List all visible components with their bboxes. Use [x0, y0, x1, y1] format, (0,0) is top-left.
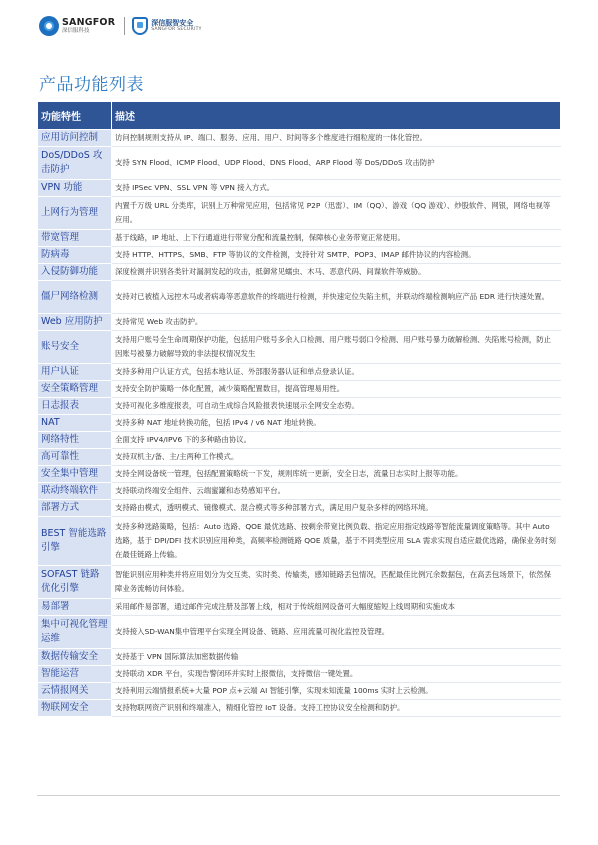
brand-name-en: SANGFOR: [62, 17, 116, 28]
feature-name: VPN 功能: [38, 180, 112, 197]
shield-icon: [132, 17, 148, 35]
table-row: [38, 180, 561, 197]
feature-description: 支持对已被植入远控木马或者病毒等恶意软件的终端进行检测，并快速定位失陷主机，并联动终端检测响应产品 EDR 进行快速处置。: [112, 281, 561, 314]
feature-name: 网络特性: [38, 432, 112, 449]
feature-name: 云情报网关: [38, 683, 112, 700]
table-row: [38, 500, 561, 517]
table-row: [38, 147, 561, 180]
feature-description: 支持接入SD-WAN集中管理平台实现全网设备、链路、应用流量可视化监控及管理。: [112, 616, 561, 649]
security-name-cn: 深信服智安全: [151, 18, 194, 27]
feature-name: 用户认证: [38, 364, 112, 381]
table-row: [38, 616, 561, 649]
logo-divider: [124, 17, 125, 35]
security-name-en: SANGFOR SECURITY: [151, 26, 202, 32]
table-row: [38, 331, 561, 364]
feature-table: [37, 101, 561, 717]
feature-name: DoS/DDoS 攻击防护: [38, 147, 112, 180]
feature-description: 支持安全防护策略一体化配置，减少策略配置数目，提高管理易用性。: [112, 381, 561, 398]
table-row: [38, 449, 561, 466]
feature-name: Web 应用防护: [38, 314, 112, 331]
feature-name: 账号安全: [38, 331, 112, 364]
feature-description: 支持联动终端安全组件、云端蜜罐和态势感知平台。: [112, 483, 561, 500]
feature-description: 支持利用云端情报系统+大量 POP 点+云端 AI 智能引擎，实现未知流量 100ms 实时上云检测。: [112, 683, 561, 700]
table-row: [38, 599, 561, 616]
feature-description: 支持常见 Web 攻击防护。: [112, 314, 561, 331]
feature-description: 访问控制规则支持从 IP、端口、服务、应用、用户、时间等多个维度进行细粒度的一体化管控。: [112, 130, 561, 147]
feature-description: 支持多种 NAT 地址转换功能，包括 IPv4 / v6 NAT 地址转换。: [112, 415, 561, 432]
table-row: [38, 432, 561, 449]
table-row: [38, 364, 561, 381]
feature-name: NAT: [38, 415, 112, 432]
feature-name: 日志报表: [38, 398, 112, 415]
table-row: [38, 247, 561, 264]
column-header-feature: 功能特性: [38, 102, 112, 130]
feature-description: 支持基于 VPN 国际算法加密数据传输: [112, 649, 561, 666]
table-row: [38, 517, 561, 566]
feature-description: 支持物联网资产识别和终端准入，精细化管控 IoT 设备。支持工控协议安全检测和防护。: [112, 700, 561, 717]
feature-description: 内置千万级 URL 分类库，识别上万种常见应用，包括常见 P2P（迅雷）、IM（QQ）、游戏（QQ 游戏）、炒股软件、网银，网络电视等应用。: [112, 197, 561, 230]
page-title: 产品功能列表: [39, 75, 144, 95]
table-row: [38, 130, 561, 147]
brand-name-cn: 深信服科技: [62, 27, 90, 34]
feature-name: 上网行为管理: [38, 197, 112, 230]
table-row: [38, 281, 561, 314]
feature-description: 深度检测并识别各类针对漏洞发起的攻击，抵御常见蠕虫、木马、恶意代码、间谍软件等威胁。: [112, 264, 561, 281]
table-row: [38, 666, 561, 683]
table-row: [38, 415, 561, 432]
table-row: [38, 649, 561, 666]
feature-name: 联动终端软件: [38, 483, 112, 500]
feature-name: BEST 智能选路引擎: [38, 517, 112, 566]
table-row: [38, 398, 561, 415]
feature-description: 全面支持 IPV4/IPV6 下的多种路由协议。: [112, 432, 561, 449]
table-row: [38, 314, 561, 331]
table-row: [38, 381, 561, 398]
feature-name: 带宽管理: [38, 230, 112, 247]
feature-description: 支持联动 XDR 平台，实现告警闭环并实时上报微信，支持微信一键处置。: [112, 666, 561, 683]
feature-name: 高可靠性: [38, 449, 112, 466]
feature-name: 部署方式: [38, 500, 112, 517]
table-row: [38, 700, 561, 717]
feature-name: 集中可视化管理运维: [38, 616, 112, 649]
feature-name: 数据传输安全: [38, 649, 112, 666]
feature-name: 安全策略管理: [38, 381, 112, 398]
feature-description: 支持路由模式，透明模式、镜像模式、混合模式等多种部署方式，满足用户复杂多样的网络环境。: [112, 500, 561, 517]
feature-description: 支持双机主/备、主/主两种工作模式。: [112, 449, 561, 466]
feature-description: 支持 IPSec VPN、SSL VPN 等 VPN 接入方式。: [112, 180, 561, 197]
header: [39, 15, 202, 37]
table-row: [38, 197, 561, 230]
table-row: [38, 264, 561, 281]
table-row: [38, 566, 561, 599]
column-header-description: 描述: [112, 102, 561, 130]
feature-description: 支持多种用户认证方式，包括本地认证、外部服务器认证和单点登录认证。: [112, 364, 561, 381]
feature-description: 支持多种选路策略，包括：Auto 选路、QOE 最优选路、按剩余带宽比例负载、指定应用指定线路等智能流量调度策略等。其中 Auto 选路，基于 DPI/DFI 技术识别应用种类，高频率检测链路 QOE 质量，基于不同类型应用 SLA 需求实现自适应最优选路，确保业务时刻在最佳链路上传输。: [112, 517, 561, 566]
feature-name: 易部署: [38, 599, 112, 616]
feature-name: 安全集中管理: [38, 466, 112, 483]
feature-description: 智能识别应用种类并将应用划分为交互类、实时类、传输类，感知链路丢包情况，匹配最佳比例冗余数据包，在高丢包场景下，依然保障业务流畅访问体验。: [112, 566, 561, 599]
feature-name: 应用访问控制: [38, 130, 112, 147]
table-row: [38, 230, 561, 247]
feature-name: 僵尸网络检测: [38, 281, 112, 314]
feature-description: 支持可视化多维度报表，可自动生成综合风险报表快速展示全网安全态势。: [112, 398, 561, 415]
feature-name: 防病毒: [38, 247, 112, 264]
feature-description: 支持 HTTP、HTTPS、SMB、FTP 等协议的文件检测，支持针对 SMTP、POP3、IMAP 邮件协议的内容检测。: [112, 247, 561, 264]
feature-description: 支持用户账号全生命周期保护功能，包括用户账号多余入口检测、用户账号弱口令检测、用户账号暴力破解检测、失陷账号检测，防止因账号被暴力破解导致的非法提权情况发生: [112, 331, 561, 364]
sangfor-security-logo: [132, 17, 201, 35]
sangfor-logo: [39, 16, 115, 36]
feature-description: 支持全网设备统一管理，包括配置策略统一下发，规则库统一更新，安全日志，流量日志实时上报等功能。: [112, 466, 561, 483]
sangfor-logo-icon: [39, 16, 59, 36]
table-header-row: [38, 102, 561, 130]
table-row: [38, 483, 561, 500]
feature-description: 支持 SYN Flood、ICMP Flood、UDP Flood、DNS Flood、ARP Flood 等 DoS/DDoS 攻击防护: [112, 147, 561, 180]
table-row: [38, 683, 561, 700]
feature-name: 物联网安全: [38, 700, 112, 717]
feature-name: 智能运营: [38, 666, 112, 683]
table-body: [38, 130, 561, 717]
table-row: [38, 466, 561, 483]
feature-name: 入侵防御功能: [38, 264, 112, 281]
feature-description: 基于线路，IP 地址、上下行通道进行带宽分配和流量控制，保障核心业务带宽正常使用。: [112, 230, 561, 247]
feature-name: SOFAST 链路优化引擎: [38, 566, 112, 599]
footer-divider: [37, 795, 560, 796]
feature-description: 采用邮件易部署，通过邮件完成注册及部署上线，相对于传统组网设备可大幅度缩短上线周期和实施成本: [112, 599, 561, 616]
